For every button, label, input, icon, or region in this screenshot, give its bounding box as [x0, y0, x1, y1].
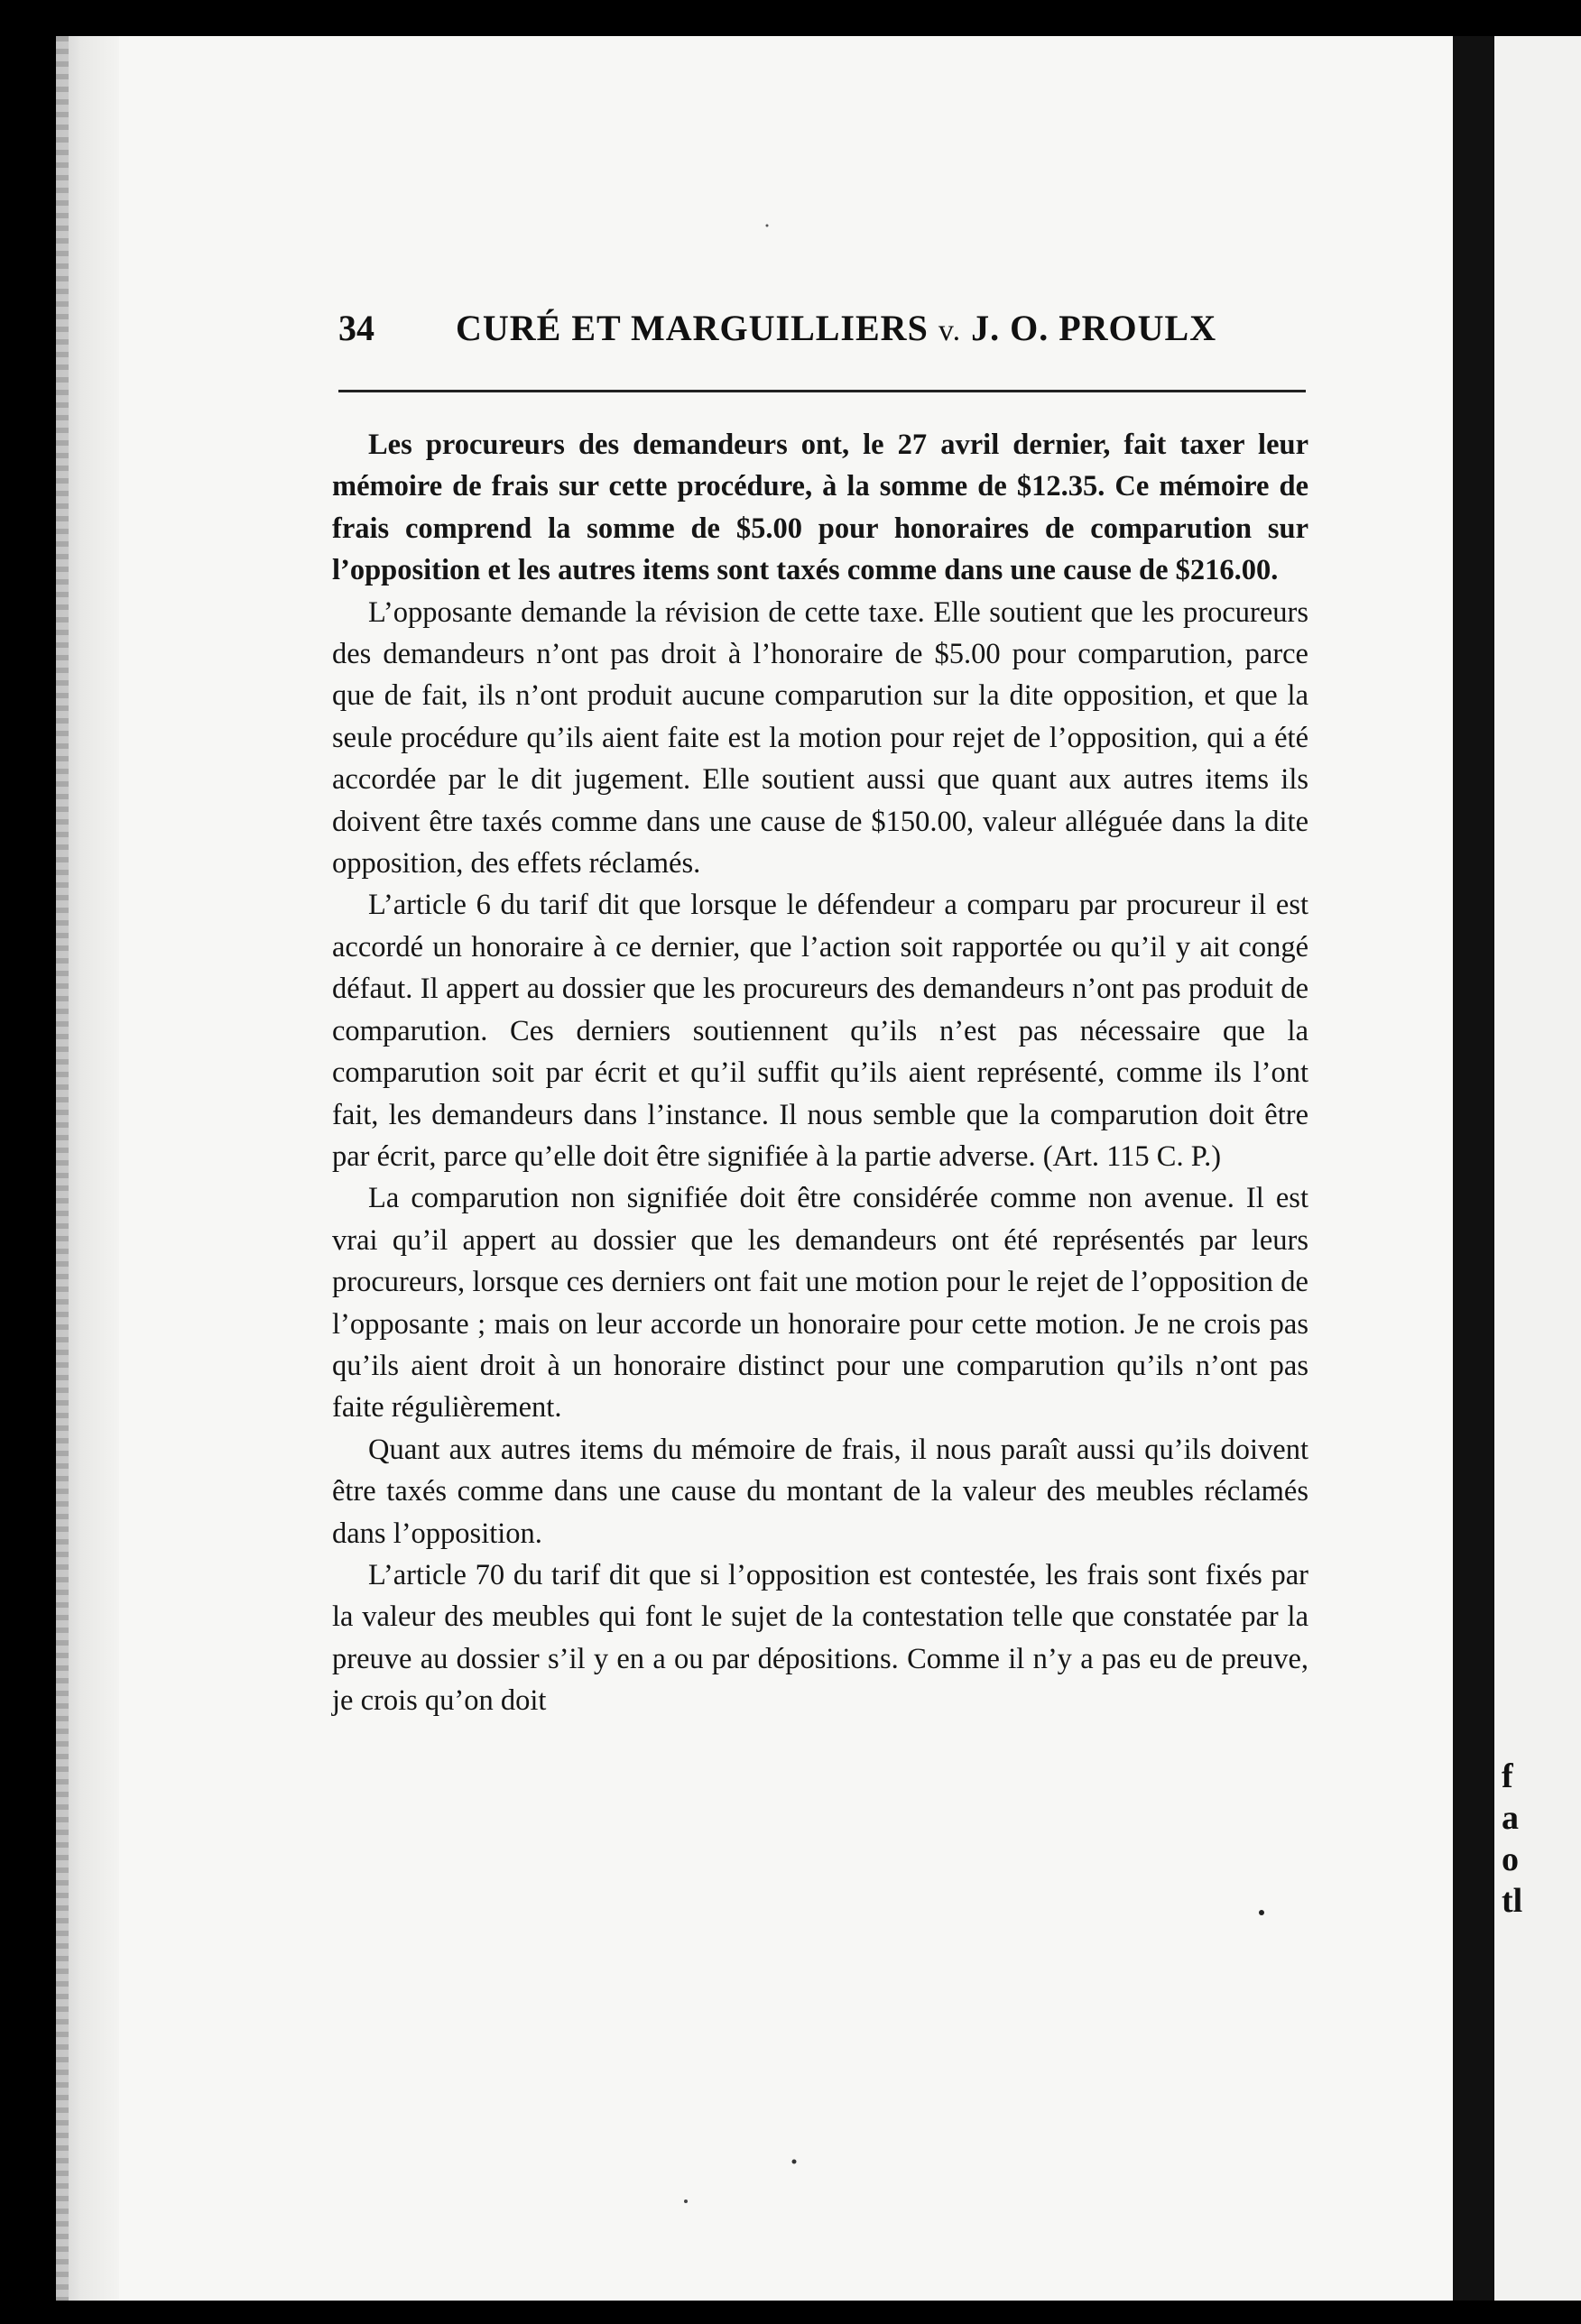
paragraph: L’article 6 du tarif dit que lorsque le défendeur a comparu par procureur il est accordé un honoraire à ce dernier, que l’action soit rapportée ou qu’il y ait congé défaut. Il appert au dossier que les procureurs des demandeurs n’ont pas produit de comparution. Ces derniers soutiennent qu’ils n’est pas nécessaire que la comparution soit par écrit et qu’il suffit qu’ils aient représenté, comme ils l’ont fait, les demandeurs dans l’instance. Il nous semble que la comparution doit être par écrit, parce qu’elle doit être signifiée à la partie adverse. (Art. 115 C. P.) [332, 889, 1308, 1173]
facing-page-fragment: f [1502, 1757, 1513, 1795]
book-gutter [1453, 36, 1494, 2301]
paragraph: Quant aux autres items du mémoire de frais, il nous paraît aussi qu’ils doivent être taxés comme dans une cause du montant de la valeur des meubles réclamés dans l’opposition. [332, 1433, 1308, 1550]
paragraph: La comparution non signifiée doit être considérée comme non avenue. Il est vrai qu’il appert au dossier que les demandeurs ont été représentés par leurs procureurs, lorsque ces derniers ont fait une motion pour le rejet de l’opposition de l’opposante ; mais on leur accorde un honoraire pour cette motion. Je ne crois pas qu’ils aient droit à un honoraire distinct pour une comparution qu’ils n’ont pas faite régulièrement. [332, 1182, 1308, 1425]
facing-page-fragment: o [1502, 1840, 1519, 1878]
running-header [338, 307, 1304, 349]
running-title-right: J. O. PROULX [961, 308, 1217, 348]
paragraph: L’opposante demande la révision de cette taxe. Elle soutient que les procureurs des demandeurs n’ont pas droit à l’honoraire de $5.00 pour comparution, parce que de fait, ils n’ont produit aucune comparution sur la dite opposition, et que la seule procédure qu’ils aient faite est la motion pour rejet de l’opposition, qui a été accordée par le dit jugement. Elle soutient aussi que quant aux autres items ils doivent être taxés comme dans une cause de $150.00, valeur alléguée dans la dite opposition, des effets réclamés. [332, 595, 1308, 881]
paragraph: L’article 70 du tarif dit que si l’opposition est contestée, les frais sont fixés par la valeur des meubles qui font le sujet de la contestation telle que constatée par la preuve au dossier s’il y en a ou par dépositions. Comme il n’y a pas eu de preuve, je crois qu’on doit [332, 1558, 1308, 1718]
running-title [456, 307, 1216, 349]
body-text [332, 424, 1308, 1722]
facing-page-fragment: tl [1502, 1882, 1523, 1920]
facing-page-fragment: a [1502, 1799, 1519, 1837]
page-number: 34 [338, 308, 374, 348]
running-title-versus: v. [938, 314, 962, 347]
header-rule [338, 390, 1306, 392]
running-title-left: CURÉ ET MARGUILLIERS [456, 308, 938, 348]
paragraph: Les procureurs des demandeurs ont, le 27 avril dernier, fait taxer leur mémoire de frais sur cette procédure, à la somme de $12.35. Ce mémoire de frais comprend la somme de $5.00 pour honoraires de comparution sur l’opposition et les autres items sont taxés comme dans une cause de $216.00. [332, 429, 1308, 587]
page-binding-edge [56, 36, 119, 2301]
facing-page-edge [1494, 36, 1581, 2301]
